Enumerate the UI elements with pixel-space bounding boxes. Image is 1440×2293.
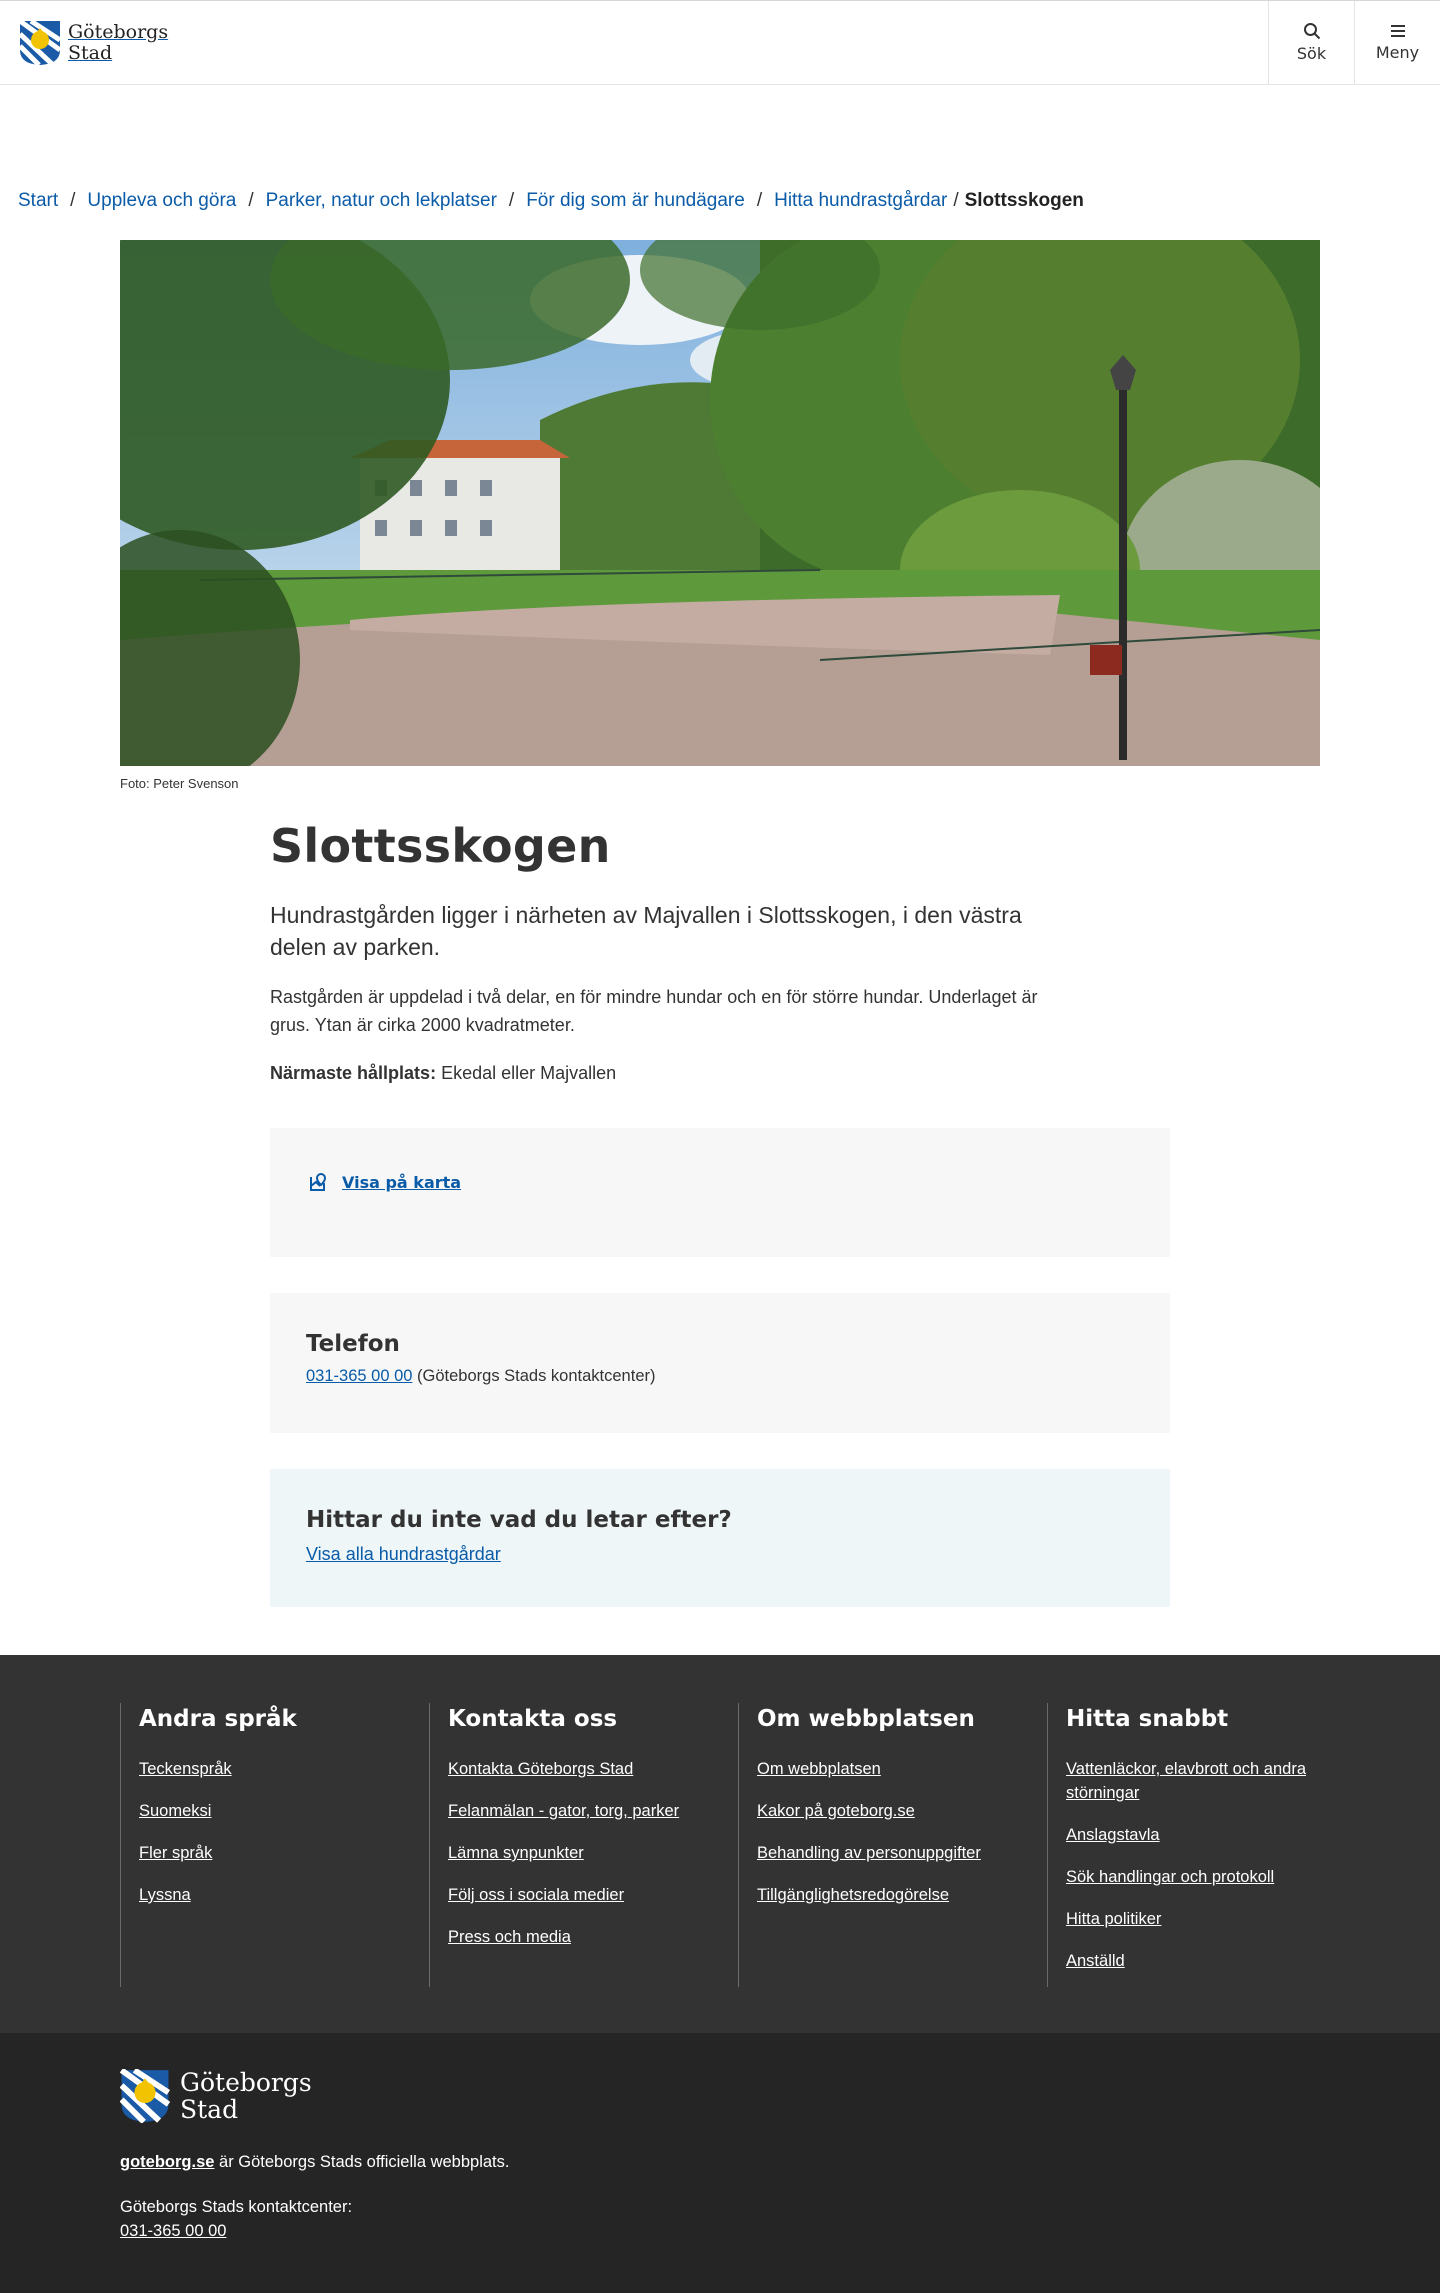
footer-link[interactable]: Anställd — [1066, 1952, 1125, 1970]
menu-button[interactable] — [1354, 1, 1440, 84]
phone-number-link[interactable]: 031-365 00 00 — [306, 1367, 413, 1385]
footer-bottom — [0, 2033, 1440, 2293]
lead-paragraph: Hundrastgården ligger i närheten av Majvallen i Slottsskogen, i den västra delen av parken. — [270, 902, 1022, 960]
footer-column-title: Hitta snabbt — [1066, 1706, 1229, 1732]
footer-link[interactable]: Behandling av personuppgifter — [757, 1844, 981, 1862]
footer-column-about — [738, 1703, 1046, 1987]
footer-link[interactable]: Kontakta Göteborgs Stad — [448, 1760, 634, 1778]
footer-link[interactable]: Hitta politiker — [1066, 1910, 1162, 1928]
breadcrumb-separator: / — [70, 190, 76, 211]
footer-column-quick — [1047, 1703, 1337, 1987]
footer-logo-line2: Stad — [180, 2095, 239, 2124]
site-logo[interactable] — [19, 20, 168, 66]
contact-center-phone-link[interactable]: 031-365 00 00 — [120, 2222, 227, 2240]
breadcrumb-parker[interactable]: Parker, natur och lekplatser — [265, 190, 497, 211]
footer-link[interactable]: Om webbplatsen — [757, 1760, 881, 1778]
phone-line — [306, 1367, 655, 1386]
menu-label: Meny — [1375, 43, 1420, 62]
phone-note: (Göteborgs Stads kontaktcenter) — [417, 1367, 656, 1385]
site-header — [0, 0, 1440, 85]
breadcrumb-current: Slottsskogen — [964, 190, 1084, 211]
nearest-stop-label: Närmaste hållplats: — [270, 1063, 437, 1083]
show-on-map-label: Visa på karta — [342, 1172, 462, 1192]
map-box — [270, 1128, 1170, 1257]
contact-center — [120, 2195, 352, 2243]
nearest-stop-value: Ekedal eller Majvallen — [441, 1063, 617, 1083]
phone-box — [270, 1293, 1170, 1433]
nearest-stop — [270, 1059, 1070, 1087]
not-found-heading: Hittar du inte vad du letar efter? — [306, 1507, 732, 1533]
footer-logo[interactable] — [120, 2069, 312, 2123]
footer-column-title: Kontakta oss — [448, 1706, 618, 1732]
header-actions — [1268, 1, 1440, 84]
coat-of-arms-icon — [120, 2069, 170, 2123]
footer-link[interactable]: Teckenspråk — [139, 1760, 232, 1778]
contact-center-label: Göteborgs Stads kontaktcenter: — [120, 2198, 353, 2216]
article — [270, 813, 1170, 1087]
show-on-map-link[interactable] — [308, 1172, 461, 1192]
breadcrumb-start[interactable]: Start — [18, 190, 59, 211]
official-site-note — [120, 2153, 509, 2172]
map-marker-icon — [308, 1172, 328, 1192]
breadcrumb-hundagare[interactable]: För dig som är hundägare — [526, 190, 745, 211]
breadcrumb-separator: / — [248, 190, 254, 211]
main-content — [0, 85, 1440, 1655]
footer-link[interactable]: Anslagstavla — [1066, 1826, 1160, 1844]
page-title: Slottsskogen — [270, 819, 611, 873]
official-site-text: är Göteborgs Stads officiella webbplats. — [214, 2153, 510, 2171]
logo-line1: Göteborgs — [68, 21, 169, 43]
footer-column-contact — [429, 1703, 737, 1987]
footer-link[interactable]: Fler språk — [139, 1844, 213, 1862]
site-footer — [0, 1655, 1440, 2293]
footer-link[interactable]: Tillgänglighetsredogörelse — [757, 1886, 950, 1904]
footer-column-title: Andra språk — [139, 1706, 297, 1732]
footer-column-languages — [120, 1703, 428, 1987]
search-icon — [1303, 22, 1321, 40]
footer-link[interactable]: Lyssna — [139, 1886, 191, 1904]
footer-link[interactable]: Följ oss i sociala medier — [448, 1886, 625, 1904]
footer-link[interactable]: Suomeksi — [139, 1802, 212, 1820]
breadcrumb — [18, 190, 1084, 212]
image-caption: Foto: Peter Svenson — [120, 776, 239, 791]
breadcrumb-uppleva[interactable]: Uppleva och göra — [87, 190, 237, 211]
footer-link[interactable]: Kakor på goteborg.se — [757, 1802, 915, 1820]
show-all-dog-parks-link[interactable]: Visa alla hundrastgårdar — [306, 1544, 501, 1564]
logo-line2: Stad — [68, 42, 113, 64]
breadcrumb-separator: / — [953, 190, 959, 211]
footer-links — [0, 1655, 1440, 2033]
search-label: Sök — [1296, 44, 1327, 63]
footer-link[interactable]: Felanmälan - gator, torg, parker — [448, 1802, 680, 1820]
breadcrumb-hundrastgardar[interactable]: Hitta hundrastgårdar — [774, 190, 948, 211]
footer-column-title: Om webbplatsen — [757, 1706, 975, 1732]
phone-heading: Telefon — [306, 1331, 400, 1357]
coat-of-arms-icon — [19, 20, 61, 66]
footer-link[interactable]: Sök handlingar och protokoll — [1066, 1868, 1275, 1886]
hamburger-icon — [1389, 23, 1407, 39]
footer-link[interactable]: Vattenläckor, elavbrott och andra störningar — [1066, 1760, 1307, 1802]
not-found-box — [270, 1469, 1170, 1607]
footer-link[interactable]: Press och media — [448, 1928, 571, 1946]
breadcrumb-separator: / — [756, 190, 763, 211]
hero-image — [120, 240, 1320, 766]
footer-logo-line1: Göteborgs — [180, 2068, 312, 2097]
body-paragraph: Rastgården är uppdelad i två delar, en för mindre hundar och en för större hundar. Underlaget är grus. Ytan är cirka 2000 kvadratmeter. — [270, 987, 1038, 1035]
breadcrumb-separator: / — [508, 190, 515, 211]
site-home-link[interactable]: goteborg.se — [120, 2153, 215, 2171]
footer-link[interactable]: Lämna synpunkter — [448, 1844, 584, 1862]
search-button[interactable] — [1268, 1, 1354, 84]
